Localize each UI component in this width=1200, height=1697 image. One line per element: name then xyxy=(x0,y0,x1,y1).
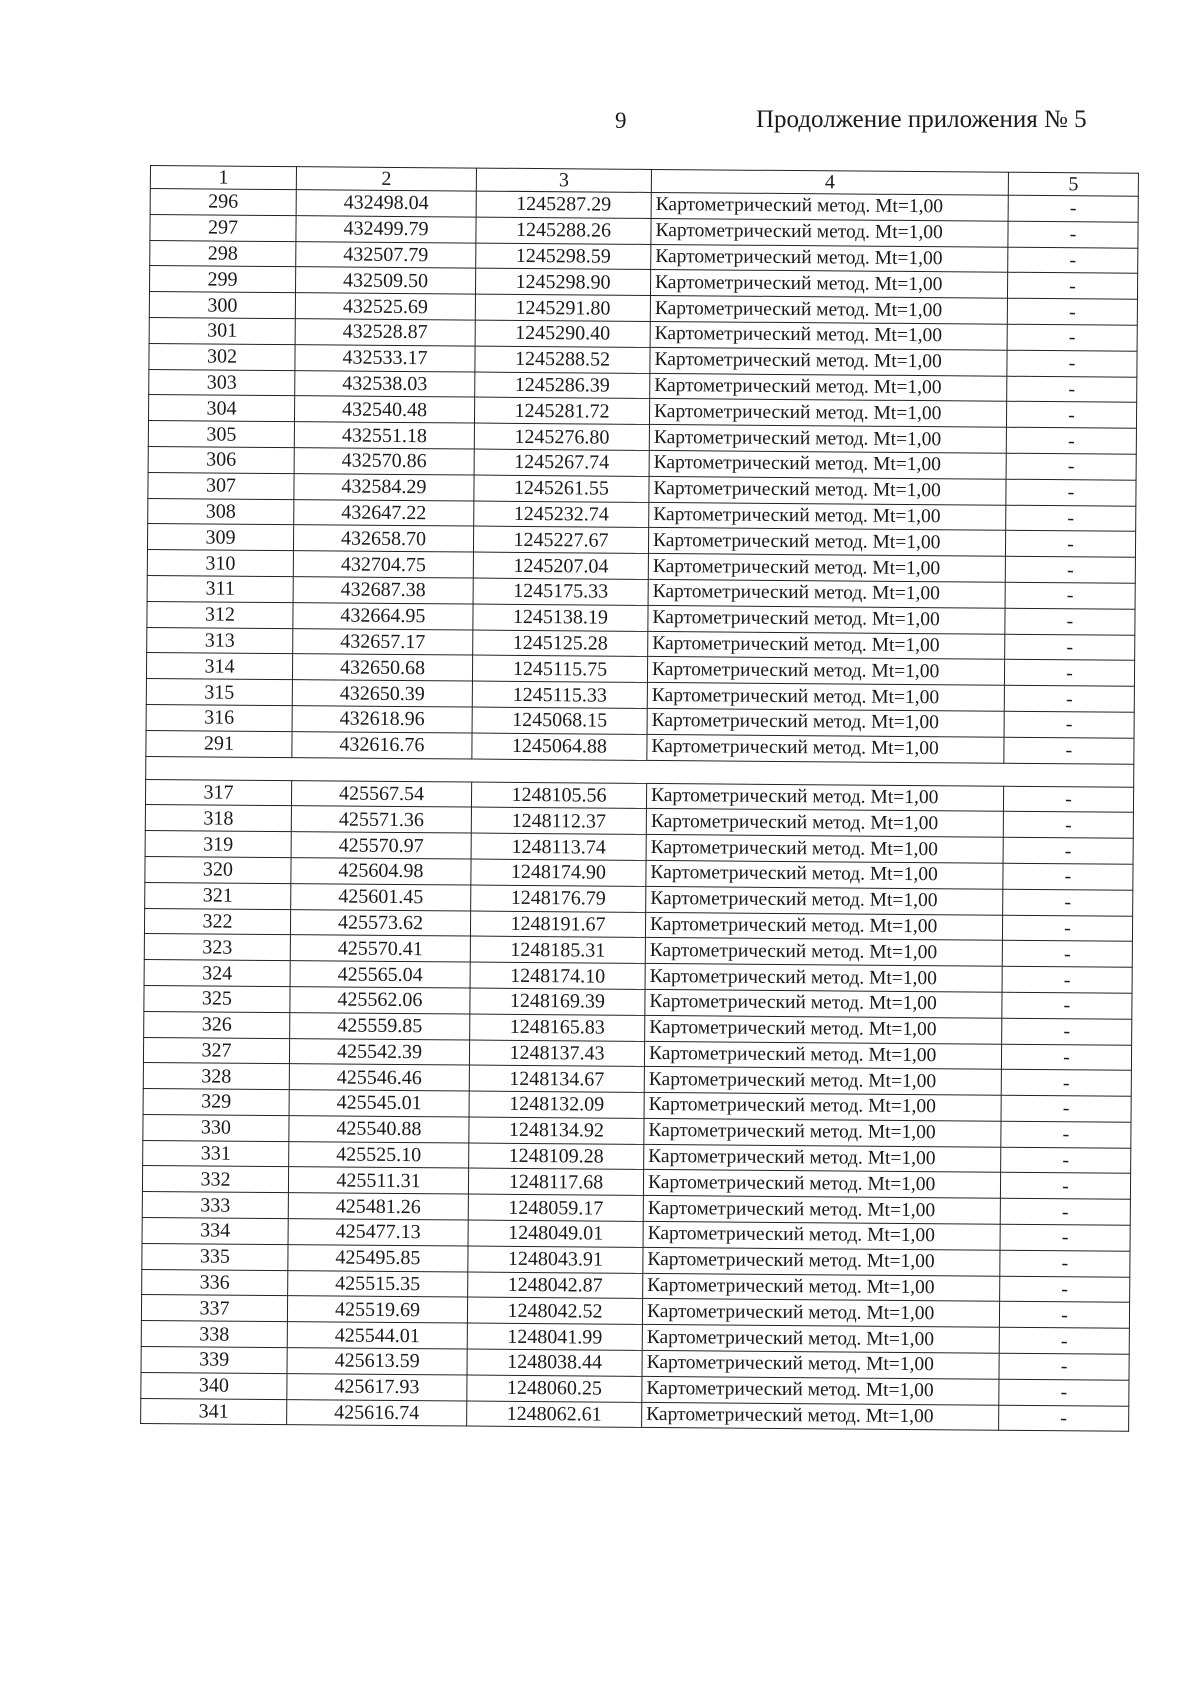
y-coordinate-cell: 1245125.28 xyxy=(473,630,648,657)
x-coordinate-cell: 425540.88 xyxy=(289,1116,469,1143)
point-number-cell: 330 xyxy=(143,1114,289,1141)
description-cell: - xyxy=(1006,427,1136,454)
x-coordinate-cell: 432540.48 xyxy=(294,396,474,423)
description-cell: - xyxy=(1007,350,1137,377)
point-number-cell: 304 xyxy=(148,395,294,422)
y-coordinate-cell: 1248176.79 xyxy=(471,885,646,912)
x-coordinate-cell: 425573.62 xyxy=(290,909,470,936)
description-cell: - xyxy=(1001,1070,1131,1097)
x-coordinate-cell: 425511.31 xyxy=(288,1167,468,1194)
description-cell: - xyxy=(1005,531,1135,558)
description-cell: - xyxy=(1005,634,1135,661)
description-cell: - xyxy=(1001,1095,1131,1122)
x-coordinate-cell: 432498.04 xyxy=(296,190,476,217)
y-coordinate-cell: 1245068.15 xyxy=(472,707,647,734)
point-number-cell: 333 xyxy=(142,1192,288,1219)
description-cell: - xyxy=(1001,1147,1131,1174)
y-coordinate-cell: 1248059.17 xyxy=(468,1194,643,1221)
x-coordinate-cell: 432618.96 xyxy=(292,706,472,733)
method-cell: Картометрический метод. Mt=1,00 xyxy=(646,783,1003,812)
x-coordinate-cell: 432584.29 xyxy=(294,473,474,500)
point-number-cell: 334 xyxy=(142,1218,288,1245)
method-cell: Картометрический метод. Mt=1,00 xyxy=(648,605,1005,634)
x-coordinate-cell: 432528.87 xyxy=(295,319,475,346)
y-coordinate-cell: 1248105.56 xyxy=(471,782,646,809)
description-cell: - xyxy=(1001,1121,1131,1148)
y-coordinate-cell: 1245261.55 xyxy=(474,475,649,502)
x-coordinate-cell: 425565.04 xyxy=(290,961,470,988)
method-cell: Картометрический метод. Mt=1,00 xyxy=(645,964,1002,993)
x-coordinate-cell: 425601.45 xyxy=(291,883,471,910)
point-number-cell: 340 xyxy=(141,1372,287,1399)
method-cell: Картометрический метод. Mt=1,00 xyxy=(645,1015,1002,1044)
method-cell: Картометрический метод. Mt=1,00 xyxy=(648,579,1005,608)
method-cell: Картометрический метод. Mt=1,00 xyxy=(644,1067,1001,1096)
description-cell: - xyxy=(1004,660,1134,687)
y-coordinate-cell: 1245064.88 xyxy=(472,733,647,760)
method-cell: Картометрический метод. Mt=1,00 xyxy=(649,399,1006,428)
column-header-method: 4 xyxy=(651,169,1008,195)
y-coordinate-cell: 1245232.74 xyxy=(474,501,649,528)
description-cell: - xyxy=(1007,298,1137,325)
method-cell: Картометрический метод. Mt=1,00 xyxy=(647,683,1004,712)
y-coordinate-cell: 1245290.40 xyxy=(475,320,650,347)
page-title: Продолжение приложения № 5 xyxy=(756,106,1087,133)
method-cell: Картометрический метод. Mt=1,00 xyxy=(647,734,1004,763)
method-cell: Картометрический метод. Mt=1,00 xyxy=(642,1299,999,1328)
table-body xyxy=(141,189,1139,1432)
method-cell: Картометрический метод. Mt=1,00 xyxy=(643,1170,1000,1199)
y-coordinate-cell: 1248169.39 xyxy=(470,988,645,1015)
point-number-cell: 337 xyxy=(141,1295,287,1322)
y-coordinate-cell: 1245287.29 xyxy=(476,191,651,218)
point-number-cell: 312 xyxy=(147,601,293,628)
method-cell: Картометрический метод. Mt=1,00 xyxy=(648,528,1005,557)
x-coordinate-cell: 432658.70 xyxy=(293,525,473,552)
point-number-cell: 339 xyxy=(141,1347,287,1374)
x-coordinate-cell: 432650.39 xyxy=(292,680,472,707)
point-number-cell: 325 xyxy=(144,985,290,1012)
description-cell: - xyxy=(1001,1044,1131,1071)
y-coordinate-cell: 1245288.52 xyxy=(475,346,650,373)
point-number-cell: 338 xyxy=(141,1321,287,1348)
x-coordinate-cell: 425525.10 xyxy=(289,1141,469,1168)
method-cell: Картометрический метод. Mt=1,00 xyxy=(650,347,1007,376)
y-coordinate-cell: 1248134.67 xyxy=(469,1065,644,1092)
point-number-cell: 332 xyxy=(142,1166,288,1193)
description-cell: - xyxy=(999,1353,1129,1380)
method-cell: Картометрический метод. Mt=1,00 xyxy=(643,1221,1000,1250)
y-coordinate-cell: 1248062.61 xyxy=(467,1401,642,1428)
description-cell: - xyxy=(1006,402,1136,429)
y-coordinate-cell: 1248041.99 xyxy=(467,1323,642,1350)
y-coordinate-cell: 1248113.74 xyxy=(471,833,646,860)
description-cell: - xyxy=(1006,479,1136,506)
description-cell: - xyxy=(1003,812,1133,839)
x-coordinate-cell: 425616.74 xyxy=(287,1399,467,1426)
point-number-cell: 335 xyxy=(142,1243,288,1270)
point-number-cell: 301 xyxy=(149,317,295,344)
point-number-cell: 327 xyxy=(143,1037,289,1064)
y-coordinate-cell: 1245175.33 xyxy=(473,578,648,605)
x-coordinate-cell: 425571.36 xyxy=(291,806,471,833)
y-coordinate-cell: 1245291.80 xyxy=(475,294,650,321)
method-cell: Картометрический метод. Mt=1,00 xyxy=(645,938,1002,967)
method-cell: Картометрический метод. Mt=1,00 xyxy=(642,1376,999,1405)
description-cell: - xyxy=(1002,915,1132,942)
description-cell: - xyxy=(1007,273,1137,300)
method-cell: Картометрический метод. Mt=1,00 xyxy=(648,554,1005,583)
description-cell: - xyxy=(1000,1224,1130,1251)
point-number-cell: 303 xyxy=(149,369,295,396)
point-number-cell: 299 xyxy=(150,266,296,293)
point-number-cell: 315 xyxy=(146,679,292,706)
description-cell: - xyxy=(1007,376,1137,403)
description-cell: - xyxy=(1007,324,1137,351)
point-number-cell: 322 xyxy=(144,908,290,935)
point-number-cell: 321 xyxy=(145,882,291,909)
x-coordinate-cell: 425613.59 xyxy=(287,1348,467,1375)
method-cell: Картометрический метод. Mt=1,00 xyxy=(650,373,1007,402)
description-cell: - xyxy=(1003,889,1133,916)
method-cell: Картометрический метод. Mt=1,00 xyxy=(642,1325,999,1354)
point-number-cell: 300 xyxy=(149,292,295,319)
method-cell: Картометрический метод. Mt=1,00 xyxy=(651,192,1008,221)
description-cell: - xyxy=(1000,1276,1130,1303)
y-coordinate-cell: 1245207.04 xyxy=(473,552,648,579)
description-cell: - xyxy=(1005,556,1135,583)
x-coordinate-cell: 432525.69 xyxy=(295,293,475,320)
column-header-point-number: 1 xyxy=(150,166,296,190)
point-number-cell: 326 xyxy=(144,1011,290,1038)
point-number-cell: 311 xyxy=(147,575,293,602)
method-cell: Картометрический метод. Mt=1,00 xyxy=(648,631,1005,660)
point-number-cell: 306 xyxy=(148,446,294,473)
method-cell: Картометрический метод. Mt=1,00 xyxy=(645,989,1002,1018)
point-number-cell: 316 xyxy=(146,704,292,731)
description-cell: - xyxy=(1002,1018,1132,1045)
y-coordinate-cell: 1248117.68 xyxy=(468,1169,643,1196)
x-coordinate-cell: 432551.18 xyxy=(294,422,474,449)
x-coordinate-cell: 425515.35 xyxy=(288,1270,468,1297)
x-coordinate-cell: 432687.38 xyxy=(293,577,473,604)
x-coordinate-cell: 425617.93 xyxy=(287,1373,467,1400)
y-coordinate-cell: 1248112.37 xyxy=(471,807,646,834)
column-header-x: 2 xyxy=(296,167,476,191)
x-coordinate-cell: 425519.69 xyxy=(287,1296,467,1323)
description-cell: - xyxy=(1004,737,1134,764)
method-cell: Картометрический метод. Mt=1,00 xyxy=(650,270,1007,299)
method-cell: Картометрический метод. Mt=1,00 xyxy=(644,1144,1001,1173)
point-number-cell: 317 xyxy=(145,779,291,806)
description-cell: - xyxy=(1002,966,1132,993)
y-coordinate-cell: 1248038.44 xyxy=(467,1349,642,1376)
x-coordinate-cell: 432704.75 xyxy=(293,551,473,578)
y-coordinate-cell: 1245288.26 xyxy=(476,217,651,244)
x-coordinate-cell: 425562.06 xyxy=(290,987,470,1014)
method-cell: Картометрический метод. Mt=1,00 xyxy=(647,708,1004,737)
description-cell: - xyxy=(1002,992,1132,1019)
y-coordinate-cell: 1245298.59 xyxy=(476,243,651,270)
x-coordinate-cell: 432538.03 xyxy=(295,370,475,397)
description-cell: - xyxy=(999,1405,1129,1432)
description-cell: - xyxy=(1000,1198,1130,1225)
description-cell: - xyxy=(999,1302,1129,1329)
method-cell: Картометрический метод. Mt=1,00 xyxy=(649,502,1006,531)
x-coordinate-cell: 432570.86 xyxy=(294,448,474,475)
description-cell: - xyxy=(1002,941,1132,968)
method-cell: Картометрический метод. Mt=1,00 xyxy=(647,657,1004,686)
y-coordinate-cell: 1245267.74 xyxy=(474,449,649,476)
x-coordinate-cell: 425570.41 xyxy=(290,935,470,962)
method-cell: Картометрический метод. Mt=1,00 xyxy=(649,476,1006,505)
point-number-cell: 307 xyxy=(148,472,294,499)
x-coordinate-cell: 425567.54 xyxy=(291,780,471,807)
x-coordinate-cell: 432499.79 xyxy=(296,215,476,242)
y-coordinate-cell: 1245115.75 xyxy=(472,655,647,682)
column-header-y: 3 xyxy=(476,168,651,192)
x-coordinate-cell: 425604.98 xyxy=(291,858,471,885)
y-coordinate-cell: 1248174.90 xyxy=(471,859,646,886)
description-cell: - xyxy=(1004,711,1134,738)
y-coordinate-cell: 1248191.67 xyxy=(470,911,645,938)
method-cell: Картометрический метод. Mt=1,00 xyxy=(644,1093,1001,1122)
x-coordinate-cell: 425542.39 xyxy=(289,1038,469,1065)
point-number-cell: 310 xyxy=(147,550,293,577)
x-coordinate-cell: 425481.26 xyxy=(288,1193,468,1220)
y-coordinate-cell: 1248060.25 xyxy=(467,1375,642,1402)
method-cell: Картометрический метод. Mt=1,00 xyxy=(651,218,1008,247)
y-coordinate-cell: 1248042.87 xyxy=(468,1272,643,1299)
page-number: 9 xyxy=(615,108,627,133)
coordinates-sheet xyxy=(140,165,1138,1432)
point-number-cell: 319 xyxy=(145,831,291,858)
point-number-cell: 341 xyxy=(141,1398,287,1425)
x-coordinate-cell: 425570.97 xyxy=(291,832,471,859)
y-coordinate-cell: 1248165.83 xyxy=(470,1014,645,1041)
method-cell: Картометрический метод. Mt=1,00 xyxy=(643,1273,1000,1302)
description-cell: - xyxy=(1005,582,1135,609)
y-coordinate-cell: 1248109.28 xyxy=(469,1143,644,1170)
x-coordinate-cell: 432509.50 xyxy=(296,267,476,294)
x-coordinate-cell: 432616.76 xyxy=(292,731,472,758)
description-cell: - xyxy=(1000,1250,1130,1277)
method-cell: Картометрический метод. Mt=1,00 xyxy=(651,244,1008,273)
point-number-cell: 314 xyxy=(146,653,292,680)
method-cell: Картометрический метод. Mt=1,00 xyxy=(650,321,1007,350)
point-number-cell: 320 xyxy=(145,856,291,883)
x-coordinate-cell: 432650.68 xyxy=(292,654,472,681)
description-cell: - xyxy=(1003,863,1133,890)
point-number-cell: 329 xyxy=(143,1089,289,1116)
y-coordinate-cell: 1248132.09 xyxy=(469,1091,644,1118)
method-cell: Картометрический метод. Mt=1,00 xyxy=(646,835,1003,864)
description-cell: - xyxy=(1008,247,1138,274)
description-cell: - xyxy=(1006,505,1136,532)
x-coordinate-cell: 425544.01 xyxy=(287,1322,467,1349)
y-coordinate-cell: 1248134.92 xyxy=(469,1117,644,1144)
point-number-cell: 302 xyxy=(149,343,295,370)
point-number-cell: 291 xyxy=(146,730,292,757)
description-cell: - xyxy=(1003,786,1133,813)
description-cell: - xyxy=(1006,453,1136,480)
coordinates-table xyxy=(140,165,1139,1432)
x-coordinate-cell: 425477.13 xyxy=(288,1219,468,1246)
y-coordinate-cell: 1245227.67 xyxy=(473,526,648,553)
y-coordinate-cell: 1248049.01 xyxy=(468,1220,643,1247)
method-cell: Картометрический метод. Mt=1,00 xyxy=(642,1402,999,1431)
x-coordinate-cell: 432664.95 xyxy=(293,602,473,629)
point-number-cell: 318 xyxy=(145,805,291,832)
y-coordinate-cell: 1245138.19 xyxy=(473,604,648,631)
method-cell: Картометрический метод. Mt=1,00 xyxy=(643,1196,1000,1225)
method-cell: Картометрический метод. Mt=1,00 xyxy=(642,1350,999,1379)
y-coordinate-cell: 1248137.43 xyxy=(469,1040,644,1067)
point-number-cell: 323 xyxy=(144,934,290,961)
description-cell: - xyxy=(1003,837,1133,864)
point-number-cell: 331 xyxy=(143,1140,289,1167)
x-coordinate-cell: 432647.22 xyxy=(294,499,474,526)
x-coordinate-cell: 432657.17 xyxy=(293,628,473,655)
x-coordinate-cell: 432507.79 xyxy=(296,241,476,268)
point-number-cell: 324 xyxy=(144,960,290,987)
y-coordinate-cell: 1245276.80 xyxy=(474,423,649,450)
description-cell: - xyxy=(1008,195,1138,222)
description-cell: - xyxy=(1000,1173,1130,1200)
point-number-cell: 297 xyxy=(150,214,296,241)
method-cell: Картометрический метод. Mt=1,00 xyxy=(646,860,1003,889)
x-coordinate-cell: 425495.85 xyxy=(288,1244,468,1271)
y-coordinate-cell: 1245115.33 xyxy=(472,681,647,708)
method-cell: Картометрический метод. Mt=1,00 xyxy=(650,296,1007,325)
method-cell: Картометрический метод. Mt=1,00 xyxy=(643,1247,1000,1276)
point-number-cell: 296 xyxy=(150,189,296,216)
method-cell: Картометрический метод. Mt=1,00 xyxy=(649,450,1006,479)
column-header-description: 5 xyxy=(1008,172,1138,196)
method-cell: Картометрический метод. Mt=1,00 xyxy=(649,425,1006,454)
y-coordinate-cell: 1248185.31 xyxy=(470,936,645,963)
y-coordinate-cell: 1248043.91 xyxy=(468,1246,643,1273)
point-number-cell: 336 xyxy=(142,1269,288,1296)
method-cell: Картометрический метод. Mt=1,00 xyxy=(644,1041,1001,1070)
y-coordinate-cell: 1245281.72 xyxy=(474,397,649,424)
point-number-cell: 305 xyxy=(148,421,294,448)
x-coordinate-cell: 432533.17 xyxy=(295,344,475,371)
method-cell: Картометрический метод. Mt=1,00 xyxy=(646,809,1003,838)
point-number-cell: 328 xyxy=(143,1063,289,1090)
x-coordinate-cell: 425559.85 xyxy=(290,1012,470,1039)
x-coordinate-cell: 425546.46 xyxy=(289,1064,469,1091)
x-coordinate-cell: 425545.01 xyxy=(289,1090,469,1117)
point-number-cell: 309 xyxy=(147,524,293,551)
point-number-cell: 313 xyxy=(147,627,293,654)
y-coordinate-cell: 1245298.90 xyxy=(475,268,650,295)
description-cell: - xyxy=(1004,685,1134,712)
y-coordinate-cell: 1248042.52 xyxy=(467,1297,642,1324)
point-number-cell: 298 xyxy=(150,240,296,267)
point-number-cell: 308 xyxy=(148,498,294,525)
y-coordinate-cell: 1248174.10 xyxy=(470,962,645,989)
description-cell: - xyxy=(1005,608,1135,635)
description-cell: - xyxy=(999,1327,1129,1354)
method-cell: Картометрический метод. Mt=1,00 xyxy=(645,912,1002,941)
description-cell: - xyxy=(1008,221,1138,248)
method-cell: Картометрический метод. Mt=1,00 xyxy=(644,1118,1001,1147)
method-cell: Картометрический метод. Mt=1,00 xyxy=(646,886,1003,915)
description-cell: - xyxy=(999,1379,1129,1406)
y-coordinate-cell: 1245286.39 xyxy=(475,372,650,399)
